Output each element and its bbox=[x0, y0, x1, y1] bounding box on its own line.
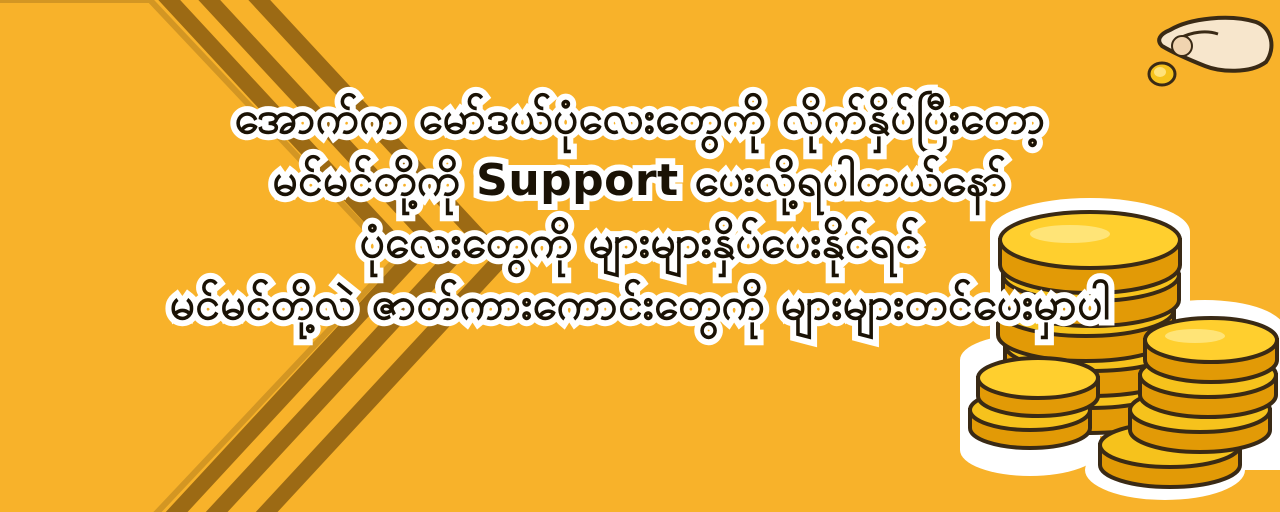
banner-text-block bbox=[0, 88, 1280, 336]
banner-line-1: အောက်က မော်ဒယ်ပုံလေးတွေကို လိုက်နှိပ်ပြီးတော့ bbox=[234, 93, 1046, 144]
banner-line-3: ပုံလေးတွေကို များများနှိပ်ပေးနိုင်ရင် bbox=[359, 217, 921, 268]
banner-line-4: မင်မင်တို့လဲ ဇာတ်ကားကောင်းတွေကို များများတင်ပေးမှာပါ bbox=[169, 279, 1111, 330]
banner-line-2: မင်မင်တို့ကို Support ပေးလို့ရပါတယ်နော် bbox=[272, 155, 1008, 206]
